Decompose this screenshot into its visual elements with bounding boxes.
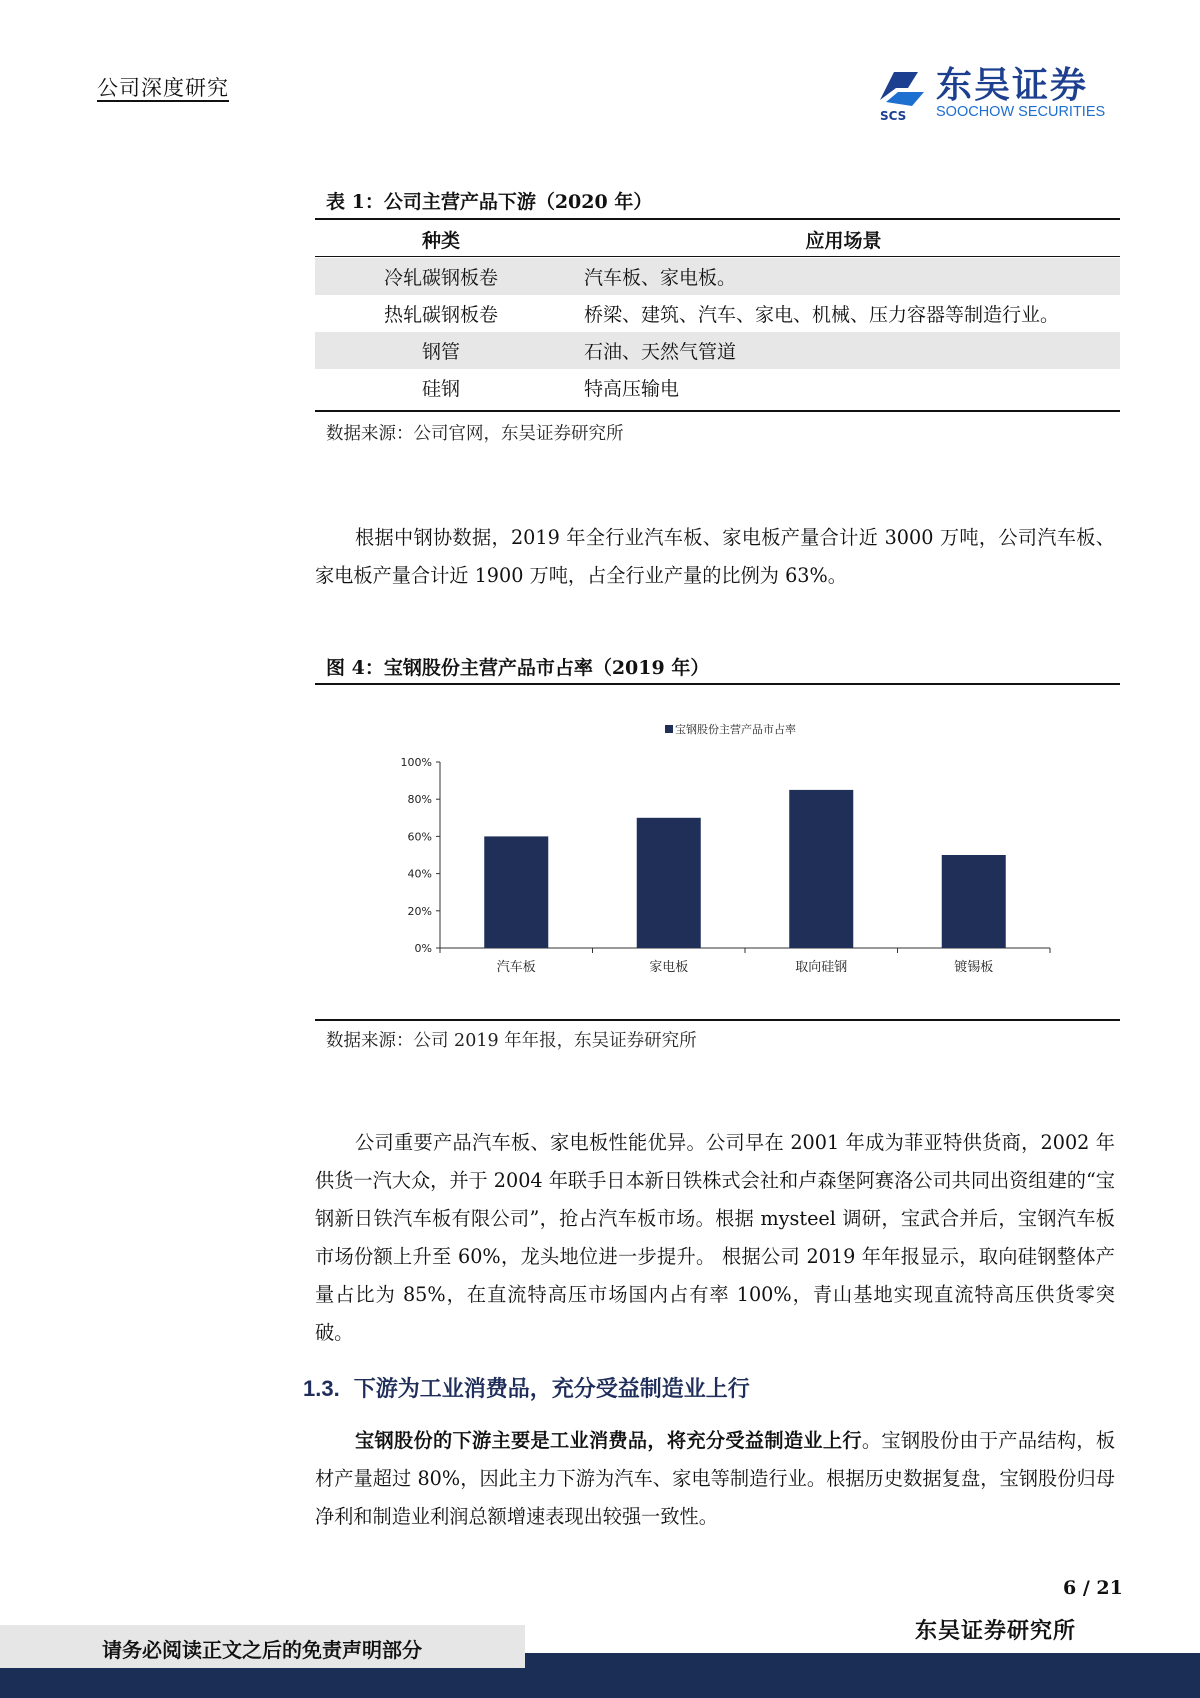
table-cell: 汽车板、家电板。	[567, 258, 1120, 295]
table-source: 数据来源：公司官网，东吴证券研究所	[326, 424, 624, 444]
section-heading	[303, 1372, 750, 1403]
brand-name-en: SOOCHOW SECURITIES	[936, 104, 1106, 120]
table-cell: 桥梁、建筑、汽车、家电、机械、压力容器等制造行业。	[584, 304, 1060, 326]
market-share-chart	[315, 700, 1120, 1010]
table-row	[315, 369, 1120, 406]
table-cell: 硅钢	[421, 378, 460, 400]
table-bottom-rule	[315, 410, 1120, 412]
table-header-cell: 应用场景	[805, 229, 882, 252]
table-caption: 表 1：公司主营产品下游（2020 年）	[326, 191, 653, 213]
footer-bar	[0, 1668, 1200, 1698]
legend-label: 宝钢股份主营产品市占率	[675, 723, 796, 736]
y-tick-label: 20%	[407, 904, 432, 918]
paragraph-body: 。宝钢股份由于产品结构，板材产量超过 80%，因此主力下游为汽车、家电等制造行业。根据历史数据复盘，宝钢股份归母净利和制造业利润总额增速表现出较强一致性。	[315, 1429, 1116, 1528]
table-cell: 冷轧碳钢板卷	[315, 258, 567, 295]
brand-logo	[874, 66, 1119, 122]
table-cell: 钢管	[315, 332, 567, 369]
bar	[637, 818, 701, 948]
section-title: 下游为工业消费品，充分受益制造业上行	[353, 1376, 750, 1402]
paragraph: 公司重要产品汽车板、家电板性能优异。公司早在 2001 年成为菲亚特供货商，2002 年供货一汽大众，并于 2004 年联手日本新日铁株式会社和卢森堡阿赛洛公司共同出资组建的“宝钢新日铁汽车板有限公司”，抢占汽车板市场。根据 mysteel 调研，宝武合并后，宝钢汽车板市场份额上升至 60%，龙头地位进一步提升。 根据公司 2019 年年报显示，取向硅钢整体产量占比为 85%，在直流特高压市场国内占有率 100%，青山基地实现直流特高压供货零突破。	[315, 1131, 1115, 1344]
logo-abbr: SCS	[880, 109, 907, 122]
y-tick-label: 0%	[414, 942, 432, 955]
table-cell: 石油、天然气管道	[567, 332, 1120, 369]
report-type: 公司深度研究	[97, 76, 229, 100]
footer-institute: 东吴证券研究所	[915, 1618, 1077, 1644]
x-tick-label: 镀锡板	[954, 960, 994, 975]
table-header-row	[315, 220, 1120, 258]
y-tick-label: 40%	[407, 867, 432, 881]
y-tick-label: 100%	[400, 756, 432, 769]
product-downstream-table	[315, 220, 1120, 406]
page-number: 6 / 21	[1063, 1577, 1123, 1599]
table-cell: 热轧碳钢板卷	[383, 304, 498, 326]
paragraph: 根据中钢协数据，2019 年全行业汽车板、家电板产量合计近 3000 万吨，公司汽车板、家电板产量合计近 1900 万吨，占全行业产量的比例为 63%。	[315, 526, 1115, 587]
x-tick-label: 家电板	[649, 960, 689, 975]
table-header-rule	[315, 256, 1120, 257]
x-tick-label: 取向硅钢	[795, 960, 848, 975]
chart-legend	[665, 722, 796, 736]
paragraph	[315, 1422, 1115, 1536]
figure-bottom-rule	[315, 1019, 1120, 1021]
bar	[789, 790, 853, 948]
x-tick-label: 汽车板	[496, 960, 536, 975]
paragraph-lead: 宝钢股份的下游主要是工业消费品，将充分受益制造业上行	[355, 1429, 862, 1452]
disclaimer-box	[0, 1625, 525, 1668]
table-row	[315, 332, 1120, 369]
figure-top-rule	[315, 683, 1120, 685]
brand-name-cn: 东吴证券	[936, 65, 1089, 106]
table-cell: 特高压输电	[584, 378, 680, 400]
legend-swatch	[665, 725, 673, 733]
logo-mark-icon	[874, 66, 930, 122]
disclaimer-text: 请务必阅读正文之后的免责声明部分	[102, 1638, 422, 1662]
table-header-cell: 种类	[421, 229, 460, 252]
footer-bar-top	[525, 1653, 1200, 1668]
figure-source: 数据来源：公司 2019 年年报，东吴证券研究所	[326, 1031, 697, 1051]
y-tick-label: 80%	[407, 793, 432, 807]
table-row	[315, 295, 1120, 332]
table-row	[315, 258, 1120, 295]
figure-caption: 图 4：宝钢股份主营产品市占率（2019 年）	[326, 657, 710, 679]
y-tick-label: 60%	[407, 830, 432, 844]
section-number: 1.3.	[303, 1376, 340, 1401]
bar	[942, 855, 1006, 948]
bar	[484, 836, 548, 948]
